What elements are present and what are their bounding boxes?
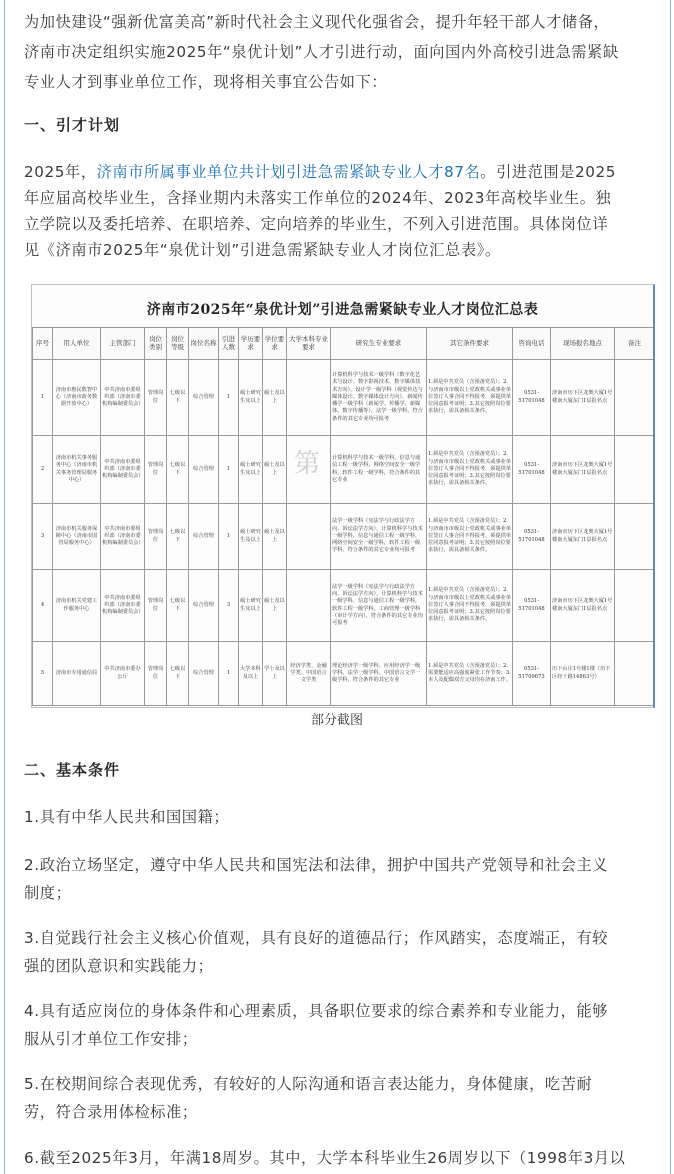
table-row (33, 360, 655, 436)
cell-addr: 历下山庄1号楼1楼（历下区经十路14863号） (551, 642, 615, 706)
cell-no: 3 (33, 504, 53, 570)
cell-grad: 理论经济学一级学科、应用经济学一级学科、法学一级学科、中国语言文学一级学科，符合条件的其它专业 (331, 642, 427, 706)
header-cell: 学历要求 (239, 328, 263, 360)
cell-ug (287, 436, 331, 504)
cell-dept: 中共济南市委办公厅 (101, 642, 145, 706)
section-1-line-1 (24, 160, 652, 184)
intro-line-1: 为加快建设“强新优富美高”新时代社会主义现代化强省会，提升年轻干部人才储备， (24, 13, 610, 31)
condition-item-4-line-1: 4.具有适应岗位的身体条件和心理素质，具备职位要求的综合素养和专业能力，能够 (24, 1002, 609, 1020)
cell-no: 2 (33, 436, 53, 504)
condition-item-3-line-1: 3.自觉践行社会主义核心价值观，具有良好的道德品行；作风踏实，态度端正，有较 (24, 929, 609, 947)
cell-type: 管理岗位 (145, 642, 167, 706)
section-1-text-start: 2025年， (24, 163, 97, 181)
cell-level: 七级以下 (167, 642, 189, 706)
condition-item-6 (24, 1146, 652, 1170)
cell-unit: 济南市机关事务服务中心（济南市机关事务管理局服务中心） (53, 436, 101, 504)
cell-other: 1.须是中共党员（含预备党员）；2.与济南市市级以上党政机关或事业单位签订人事合同不得报考，须提供单位同意报考证明；3.其它按照岗位要求执行，需具备相关条件。 (427, 504, 513, 570)
intro-line-2: 济南市决定组织实施2025年“泉优计划”人才引进行动，面向国内外高校引进急需紧缺 (24, 43, 619, 61)
cell-edu: 硕士研究生及以上 (239, 436, 263, 504)
cell-grad: 计算机科学与技术一级学科（数字化艺术与设计、数字影视技术、数字媒体技术方向），设计学一级学科（视觉传达与媒体设计、数字媒体设计方向），新闻传播学一级学科（新闻学、传播学、新媒体、数字传播等），法学一级学科，符合条件的其它专业均可报考 (331, 360, 427, 436)
section-2-heading: 二、基本条件 (24, 761, 121, 779)
cell-note (615, 504, 655, 570)
intro-line-3: 专业人才到事业单位工作，现将相关事宜公告如下： (24, 73, 388, 91)
cell-grad: 法学一级学科（宪法学与行政法学方向、诉讼法学方向），计算机科学与技术一级学科，信息与通信工程一级学科，网络空间安全一级学科，软件工程一级学科，符合条件的其它专业均可报考 (331, 504, 427, 570)
header-cell: 备注 (615, 328, 655, 360)
cell-tel: 0531-51701048 (513, 504, 551, 570)
cell-name: 综合管理 (189, 504, 219, 570)
cell-tel: 0531-51709673 (513, 642, 551, 706)
cell-dept: 中共济南市委组织部（济南市委机构编制委员会） (101, 436, 145, 504)
cell-unit: 济南市专用通信局 (53, 642, 101, 706)
cell-dept: 中共济南市委组织部（济南市委机构编制委员会） (101, 504, 145, 570)
cell-addr: 济南市历下区龙奥大厦1号楼南大厦东门1层报名点 (551, 360, 615, 436)
cell-no: 5 (33, 642, 53, 706)
cell-other: 1.须是中共党员（含预备党员）；2.与济南市市级以上党政机关或事业单位签订人事合同不得报考，须提供单位同意报考证明；3.其它按照岗位要求执行，需具备相关条件。 (427, 570, 513, 642)
table-row (33, 642, 655, 706)
header-cell: 岗位类别 (145, 328, 167, 360)
cell-type: 管理岗位 (145, 360, 167, 436)
cell-unit: 济南市机关服务保障中心（济南市国管局服务中心） (53, 504, 101, 570)
cell-name: 综合管理 (189, 436, 219, 504)
cell-tel: 0531-51701048 (513, 570, 551, 642)
condition-item-5-line-2: 劳，符合录用体检标准； (24, 1103, 198, 1121)
cell-other: 1.须是中共党员（含预备党员）；2.与济南市市级以上党政机关或事业单位签订人事合同不得报考，须提供单位同意报考证明；3.其它按照岗位要求执行，需具备相关条件。 (427, 436, 513, 504)
table-header-row (33, 328, 655, 360)
cell-type: 管理岗位 (145, 504, 167, 570)
table-caption: 部分截图 (310, 713, 363, 728)
cell-level: 七级以下 (167, 504, 189, 570)
cell-name: 综合管理 (189, 360, 219, 436)
cell-note (615, 642, 655, 706)
cell-unit: 济南市机关党建工作服务中心 (53, 570, 101, 642)
condition-item-4-line-2: 服从引才单位工作安排； (24, 1030, 198, 1048)
condition-item-2-line-2: 制度； (24, 884, 72, 902)
condition-item-3-line-2: 强的团队意识和实践能力； (24, 957, 214, 975)
cell-name: 综合管理 (189, 642, 219, 706)
cell-count: 1 (219, 504, 239, 570)
cell-tel: 0531-51701048 (513, 360, 551, 436)
cell-dept: 中共济南市委组织部（济南市委机构编制委员会） (101, 570, 145, 642)
cell-count: 1 (219, 360, 239, 436)
cell-ug (287, 570, 331, 642)
cell-count: 1 (219, 642, 239, 706)
cell-level: 七级以下 (167, 436, 189, 504)
cell-other: 1.须是中共党员（含预备党员）；2.与济南市市级以上党政机关或事业单位签订人事合同不得报考，须提供单位同意报考证明；3.其它按照岗位要求执行，需具备相关条件。 (427, 360, 513, 436)
header-cell: 大学本科专业要求 (287, 328, 331, 360)
section-1-paragraph (24, 160, 652, 262)
cell-no: 4 (33, 570, 53, 642)
cell-tel: 0531-51701048 (513, 436, 551, 504)
cell-grad: 法学一级学科（宪法学与行政法学方向、诉讼法学方向），计算机科学与技术一级学科，信息与通信工程一级学科，软件工程一级学科，工商管理一级学科（审计学方向），符合条件的其它专业均可报考 (331, 570, 427, 642)
header-cell: 序号 (33, 328, 53, 360)
cell-other: 1.须是中共党员（含预备党员）；2.需要能适应高强度紧张工作节奏；3.本人及配偶双方父母均在济南工作。 (427, 642, 513, 706)
cell-count: 1 (219, 436, 239, 504)
cell-addr: 济南市历下区龙奥大厦1号楼南大厦东门1层报名点 (551, 504, 615, 570)
condition-item-6-line-1: 6.截至2025年3月，年满18周岁。其中，大学本科毕业生26周岁以下（1998年3月以 (24, 1149, 626, 1167)
cell-type: 管理岗位 (145, 570, 167, 642)
frame-right-border (670, 0, 671, 1174)
position-table (32, 327, 655, 706)
table-row (33, 570, 655, 642)
cell-degree: 学士及以上 (263, 642, 287, 706)
cell-edu: 硕士研究生及以上 (239, 504, 263, 570)
intro-paragraph (24, 10, 652, 94)
cell-no: 1 (33, 360, 53, 436)
condition-item-2 (24, 853, 652, 905)
table-title: 济南市2025年“泉优计划”引进急需紧缺专业人才岗位汇总表 (146, 302, 539, 318)
header-cell: 引进人数 (219, 328, 239, 360)
table-row (33, 504, 655, 570)
condition-item-5-line-1: 5.在校期间综合表现优秀，有较好的人际沟通和语言表达能力，身体健康，吃苦耐 (24, 1075, 593, 1093)
cell-count: 3 (219, 570, 239, 642)
frame-left-border (4, 0, 5, 1174)
cell-edu: 硕士研究生及以上 (239, 360, 263, 436)
cell-level: 七级以下 (167, 360, 189, 436)
header-cell: 主管部门 (101, 328, 145, 360)
cell-unit: 济南市惠民数智中心（济南市政务数据开放中心） (53, 360, 101, 436)
condition-item-2-line-1: 2.政治立场坚定，遵守中华人民共和国宪法和法律，拥护中国共产党领导和社会主义 (24, 856, 609, 874)
cell-name: 综合管理 (189, 570, 219, 642)
cell-addr: 济南市历下区龙奥大厦1号楼南大厦东门1层报名点 (551, 570, 615, 642)
header-cell: 其它条件要求 (427, 328, 513, 360)
cell-note (615, 360, 655, 436)
section-1-highlight: 济南市所属事业单位共计划引进急需紧缺专业人才87名 (96, 163, 481, 181)
table-row (33, 436, 655, 504)
section-1-line-2: 年应届高校毕业生，含择业期内未落实工作单位的2024年、2023年高校毕业生。独 (24, 189, 612, 207)
cell-edu: 硕士研究生及以上 (239, 570, 263, 642)
section-1-line-3: 立学院以及委托培养、在职培养、定向培养的毕业生，不列入引进范围。具体岗位详 (24, 215, 609, 233)
condition-item-5 (24, 1072, 652, 1124)
cell-degree: 硕士及以上 (263, 436, 287, 504)
header-cell: 咨询电话 (513, 328, 551, 360)
cell-degree: 硕士及以上 (263, 504, 287, 570)
header-cell: 学位要求 (263, 328, 287, 360)
condition-item-3 (24, 926, 652, 978)
table-watermark: 第 (294, 449, 321, 479)
condition-item-4 (24, 999, 652, 1051)
cell-degree: 硕士及以上 (263, 360, 287, 436)
cell-type: 管理岗位 (145, 436, 167, 504)
cell-edu: 大学本科及以上 (239, 642, 263, 706)
position-table-image (31, 284, 655, 708)
cell-grad: 计算机科学与技术一级学科，信息与通信工程一级学科，网络空间安全一级学科，软件工程一级学科，符合条件的其它专业 (331, 436, 427, 504)
section-1-line-4: 见《济南市2025年“泉优计划”引进急需紧缺专业人才岗位汇总表》。 (24, 241, 501, 259)
cell-degree: 硕士及以上 (263, 570, 287, 642)
header-cell: 岗位名称 (189, 328, 219, 360)
header-cell: 现场报名地点 (551, 328, 615, 360)
header-cell: 研究生专业要求 (331, 328, 427, 360)
cell-dept: 中共济南市委组织部（济南市委机构编制委员会） (101, 360, 145, 436)
header-cell: 用人单位 (53, 328, 101, 360)
cell-ug (287, 504, 331, 570)
cell-ug (287, 360, 331, 436)
header-cell: 岗位等级 (167, 328, 189, 360)
cell-level: 七级以下 (167, 570, 189, 642)
section-1-text-rest: 。引进范围是2025 (480, 163, 617, 181)
cell-note (615, 570, 655, 642)
cell-note (615, 436, 655, 504)
section-1-heading: 一、引才计划 (24, 116, 121, 134)
cell-ug: 经济学类、金融学类、中国语言文学类 (287, 642, 331, 706)
cell-addr: 济南市历下区龙奥大厦1号楼南大厦东门1层报名点 (551, 436, 615, 504)
condition-item-1: 1.具有中华人民共和国国籍； (24, 808, 230, 826)
